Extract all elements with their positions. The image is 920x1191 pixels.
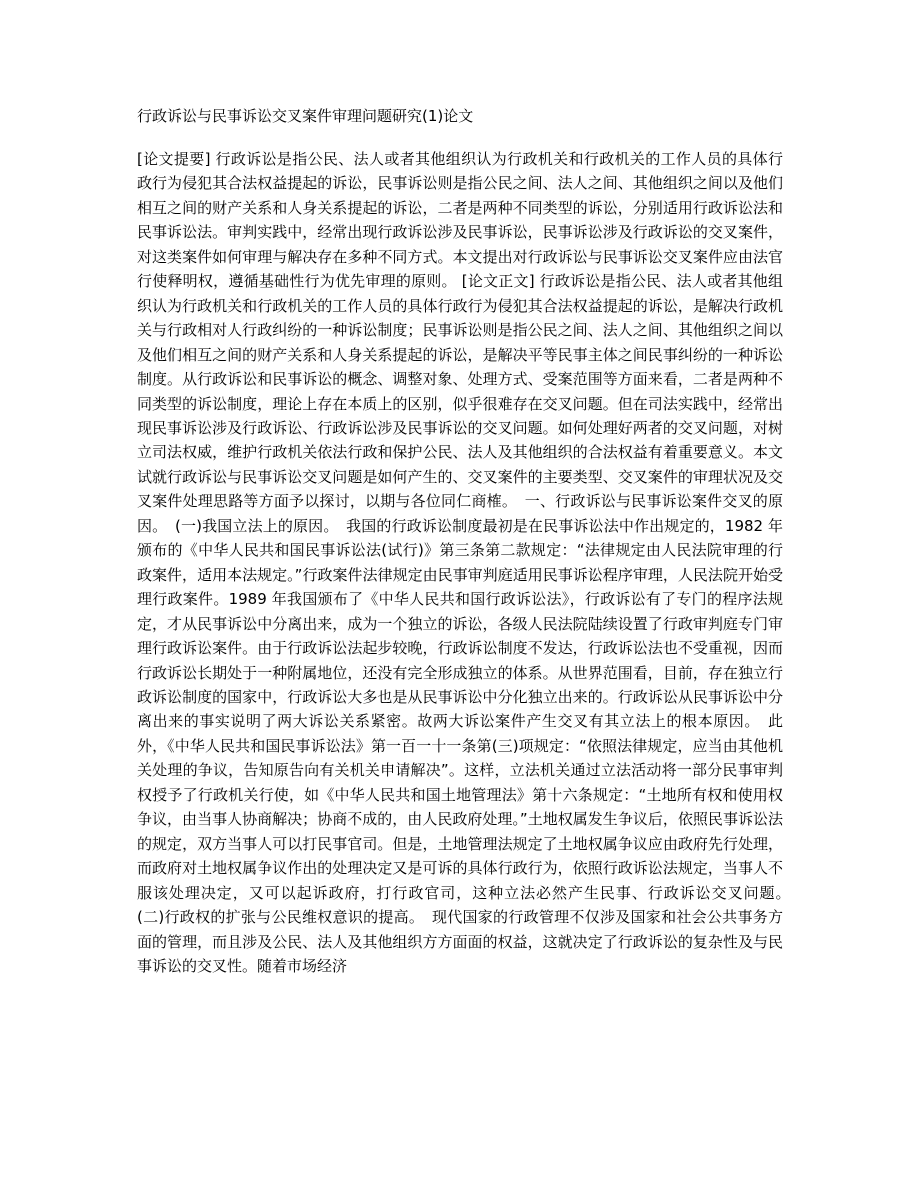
document-body-text: [论文提要] 行政诉讼是指公民、法人或者其他组织认为行政机关和行政机关的工作人员的具体行政行为侵犯其合法权益提起的诉讼，民事诉讼则是指公民之间、法人之间、其他组织之间以及他们相互之间的财产关系和人身关系提起的诉讼，二者是两种不同类型的诉讼，分别适用行政诉讼法和民事诉讼法。审判实践中，经常出现行政诉讼涉及民事诉讼，民事诉讼涉及行政诉讼的交叉案件，对这类案件如何审理与解决存在多种不同方式。本文提出对行政诉讼与民事诉讼交叉案件应由法官行使释明权，遵循基础性行为优先审理的原则。 [论文正文] 行政诉讼是指公民、法人或者其他组织认为行政机关和行政机关的工作人员的具体行政行为侵犯其合法权益提起的诉讼，是解决行政机关与行政相对人行政纠纷的一种诉讼制度；民事诉讼则是指公民之间、法人之间、其他组织之间以及他们相互之间的财产关系和人身关系提起的诉讼，是解决平等民事主体之间民事纠纷的一种诉讼制度。从行政诉讼和民事诉讼的概念、调整对象、处理方式、受案范围等方面来看，二者是两种不同类型的诉讼制度，理论上存在本质上的区别，似乎很难存在交叉问题。但在司法实践中，经常出现民事诉讼涉及行政诉讼、行政诉讼涉及民事诉讼的交叉问题。如何处理好两者的交叉问题，对树立司法权威，维护行政机关依法行政和保护公民、法人及其他组织的合法权益有着重要意义。本文试就行政诉讼与民事诉讼交叉问题是如何产生的、交叉案件的主要类型、交叉案件的审理状况及交叉案件处理思路等方面予以探讨，以期与各位同仁商榷。 一、行政诉讼与民事诉讼案件交叉的原因。 (一)我国立法上的原因。 我国的行政诉讼制度最初是在民事诉讼法中作出规定的，1982 年颁布的《中华人民共和国民事诉讼法(试行)》第三条第二款规定：“法律规定由人民法院审理的行政案件，适用本法规定。”行政案件法律规定由民事审判庭适用民事诉讼程序审理，人民法院开始受理行政案件。1989 年我国颁布了《中华人民共和国行政诉讼法》，行政诉讼有了专门的程序法规定，才从民事诉讼中分离出来，成为一个独立的诉讼，各级人民法院陆续设置了行政审判庭专门审理行政诉讼案件。由于行政诉讼法起步较晚，行政诉讼制度不发达，行政诉讼法也不受重视，因而行政诉讼长期处于一种附属地位，还没有完全形成独立的体系。从世界范围看，目前，存在独立行政诉讼制度的国家中，行政诉讼大多也是从民事诉讼中分化独立出来的。行政诉讼从民事诉讼中分离出来的事实说明了两大诉讼关系紧密。故两大诉讼案件产生交叉有其立法上的根本原因。 此外，《中华人民共和国民事诉讼法》第一百一十一条第(三)项规定：“依照法律规定，应当由其他机关处理的争议，告知原告向有关机关申请解决”。这样，立法机关通过立法活动将一部分民事审判权授予了行政机关行使，如《中华人民共和国土地管理法》第十六条规定：“土地所有权和使用权争议，由当事人协商解决；协商不成的，由人民政府处理。”土地权属发生争议后，依照民事诉讼法的规定，双方当事人可以打民事官司。但是，土地管理法规定了土地权属争议应由政府先行处理，而政府对土地权属争议作出的处理决定又是可诉的具体行政行为，依照行政诉讼法规定，当事人不服该处理决定，又可以起诉政府，打行政官司，这种立法必然产生民事、行政诉讼交叉问题。 (二)行政权的扩张与公民维权意识的提高。 现代国家的行政管理不仅涉及国家和社会公共事务方面的管理，而且涉及公民、法人及其他组织方方面面的权益，这就决定了行政诉讼的复杂性及与民事诉讼的交叉性。随着市场经济 bbox=[137, 150, 799, 975]
document-title: 行政诉讼与民事诉讼交叉案件审理问题研究(1)论文 bbox=[137, 107, 474, 125]
